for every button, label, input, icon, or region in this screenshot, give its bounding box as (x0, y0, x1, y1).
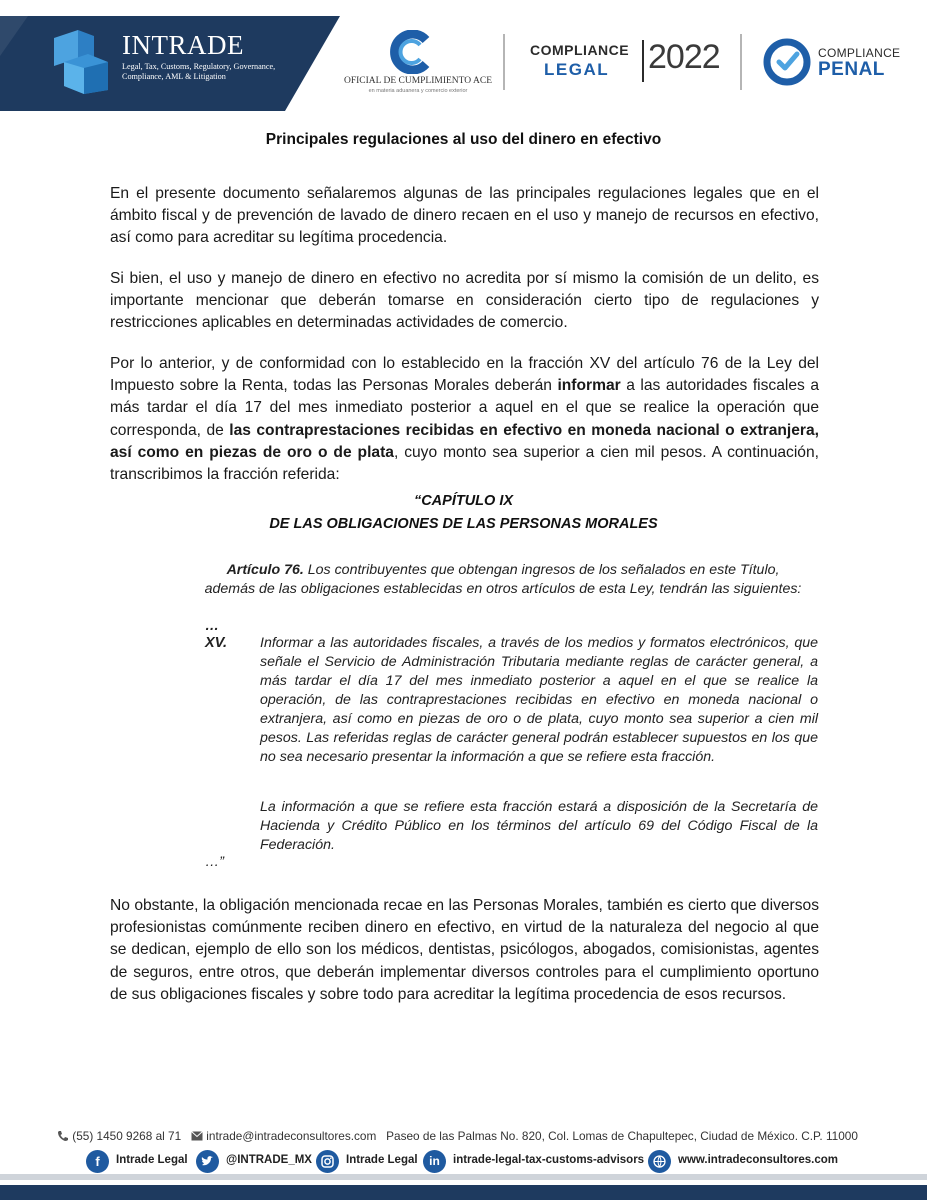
header-divider (740, 34, 742, 90)
intrade-cube-icon (50, 28, 112, 94)
article-text: Los contribuyentes que obtengan ingresos de los señalados en este Título, además de las obligaciones establecidas en otros artículos de esta Ley, tendrán las siguientes: (204, 562, 802, 597)
footer-bar-dark (0, 1185, 927, 1200)
intrade-tagline: Legal, Tax, Customs, Regulatory, Governance, Compliance, AML & Litigation (122, 62, 276, 81)
footer-address: Paseo de las Palmas No. 820, Col. Lomas de Chapultepec, Ciudad de México. C.P. 11000 (386, 1128, 858, 1143)
chapter-heading: “CAPÍTULO IX (413, 493, 514, 509)
article-label: Artículo 76. (226, 562, 304, 578)
phone-icon (57, 1130, 69, 1142)
footer-contact-line (57, 1128, 858, 1143)
compliance-legal-line1: COMPLIANCE (530, 42, 630, 58)
linkedin-icon: in (423, 1150, 446, 1173)
compliance-legal-year: 2022 (648, 38, 720, 76)
compliance-legal-line2: LEGAL (544, 60, 610, 79)
article-76-quote (200, 561, 806, 599)
fraction-xv-label: XV. (205, 635, 228, 651)
globe-icon (648, 1150, 671, 1173)
quote-ellipsis: … (205, 617, 219, 633)
chapter-subheading: DE LAS OBLIGACIONES DE LAS PERSONAS MORALES (269, 516, 658, 532)
ace-subtitle: en materia aduanera y comercio exterior (368, 88, 468, 94)
compliance-penal-line2: PENAL (818, 59, 885, 80)
fraction-xv-text: Informar a las autoridades fiscales, a través de los medios y formatos electrónicos, que señale el Servicio de Administración Tributaria mediante reglas de carácter general, a más tardar el día 17 del mes inmediato posterior a aquel en el que se realice la operación, de las contraprestaciones recibidas en efectivo en moneda nacional o extranjera, así como en piezas de oro o de plata, cuyo monto sea superior a cien mil pesos. Las referidas reglas de carácter general podrán establecer supuestos en los que no sea necesario presentar la información a que se refiere esta fracción. (260, 635, 818, 765)
ace-logo (338, 28, 498, 100)
linkedin-label: intrade-legal-tax-customs-advisors (453, 1154, 645, 1166)
website-label: www.intradeconsultores.com (678, 1154, 838, 1166)
intrade-name: INTRADE (122, 30, 244, 60)
p3-bold-contraprestaciones: las contraprestaciones recibidas en efectivo en moneda nacional o extranjera, así como en piezas de oro o de plata (110, 421, 819, 461)
p3-text-2: a las autoridades fiscales a más tardar el día 17 del mes inmediato posterior a aquel en el que se realice la operación que corresponda, de (110, 377, 820, 439)
twitter-label: @INTRADE_MX (226, 1154, 312, 1166)
paragraph-intro: En el presente documento señalaremos algunas de las principales regulaciones legales que en el ámbito fiscal y de prevención de lavado de dinero recaen en el uso y manejo de recursos en efectivo, así como para acreditar su legítima procedencia. (110, 185, 819, 247)
paragraph-obligation (110, 353, 819, 486)
ace-name: OFICIAL DE CUMPLIMIENTO ACE (343, 76, 493, 86)
instagram-icon (316, 1150, 339, 1173)
p3-bold-informar: informar (557, 377, 621, 395)
document-title: Principales regulaciones al uso del dinero en efectivo (265, 131, 662, 148)
instagram-label: Intrade Legal (346, 1154, 418, 1166)
p3-text-3: , cuyo monto sea superior a cien mil pesos. A continuación, transcribimos la fracción referida: (110, 443, 819, 484)
envelope-icon (191, 1131, 203, 1141)
facebook-label: Intrade Legal (116, 1154, 188, 1166)
compliance-penal-line1: COMPLIANCE (818, 46, 901, 60)
p3-text-1: Por lo anterior, y de conformidad con lo establecido en la fracción XV del artículo 76 de la Ley del Impuesto sobre la Renta, todas las Personas Morales deberán (110, 355, 819, 395)
header-divider (503, 34, 505, 90)
paragraph-context: Si bien, el uso y manejo de dinero en efectivo no acredita por sí mismo la comisión de un delito, es importante mencionar que deberán tomarse en consideración cierto tipo de regulaciones y restricciones aplicables en determinadas actividades de comercio. (110, 270, 819, 332)
footer-bar-light (0, 1174, 927, 1180)
checkmark-circle-icon (763, 38, 811, 86)
footer-phone[interactable]: (55) 1450 9268 al 71 (72, 1128, 182, 1143)
intrade-logo-banner (0, 16, 340, 111)
quote-closing-ellipsis: …” (205, 854, 224, 870)
fraction-xv-text-2: La información a que se refiere esta fracción estará a disposición de la Secretaría de Hacienda y Crédito Público en los términos del artículo 69 del Código Fiscal de la Federación. (260, 799, 818, 853)
facebook-icon: f (86, 1150, 109, 1173)
footer-social-links (86, 1150, 886, 1174)
document-header (0, 0, 927, 120)
compliance-legal-bar (642, 40, 644, 82)
footer-email[interactable]: intrade@intradeconsultores.com (206, 1128, 377, 1143)
ace-c-icon (390, 30, 434, 74)
twitter-icon (196, 1150, 219, 1173)
paragraph-professionals: No obstante, la obligación mencionada recae en las Personas Morales, también es cierto que diversos profesionistas comúnmente reciben dinero en efectivo, en virtud de la naturaleza del negocio al que se dedican, ejemplo de ello son los médicos, dentistas, psicólogos, abogados, comisionistas, agentes de seguros, entre otros, que deberán implementar diversos controles para el cumplimiento oportuno de sus obligaciones fiscales y sobre todo para acreditar la legítima procedencia de esos recursos. (110, 897, 819, 1003)
